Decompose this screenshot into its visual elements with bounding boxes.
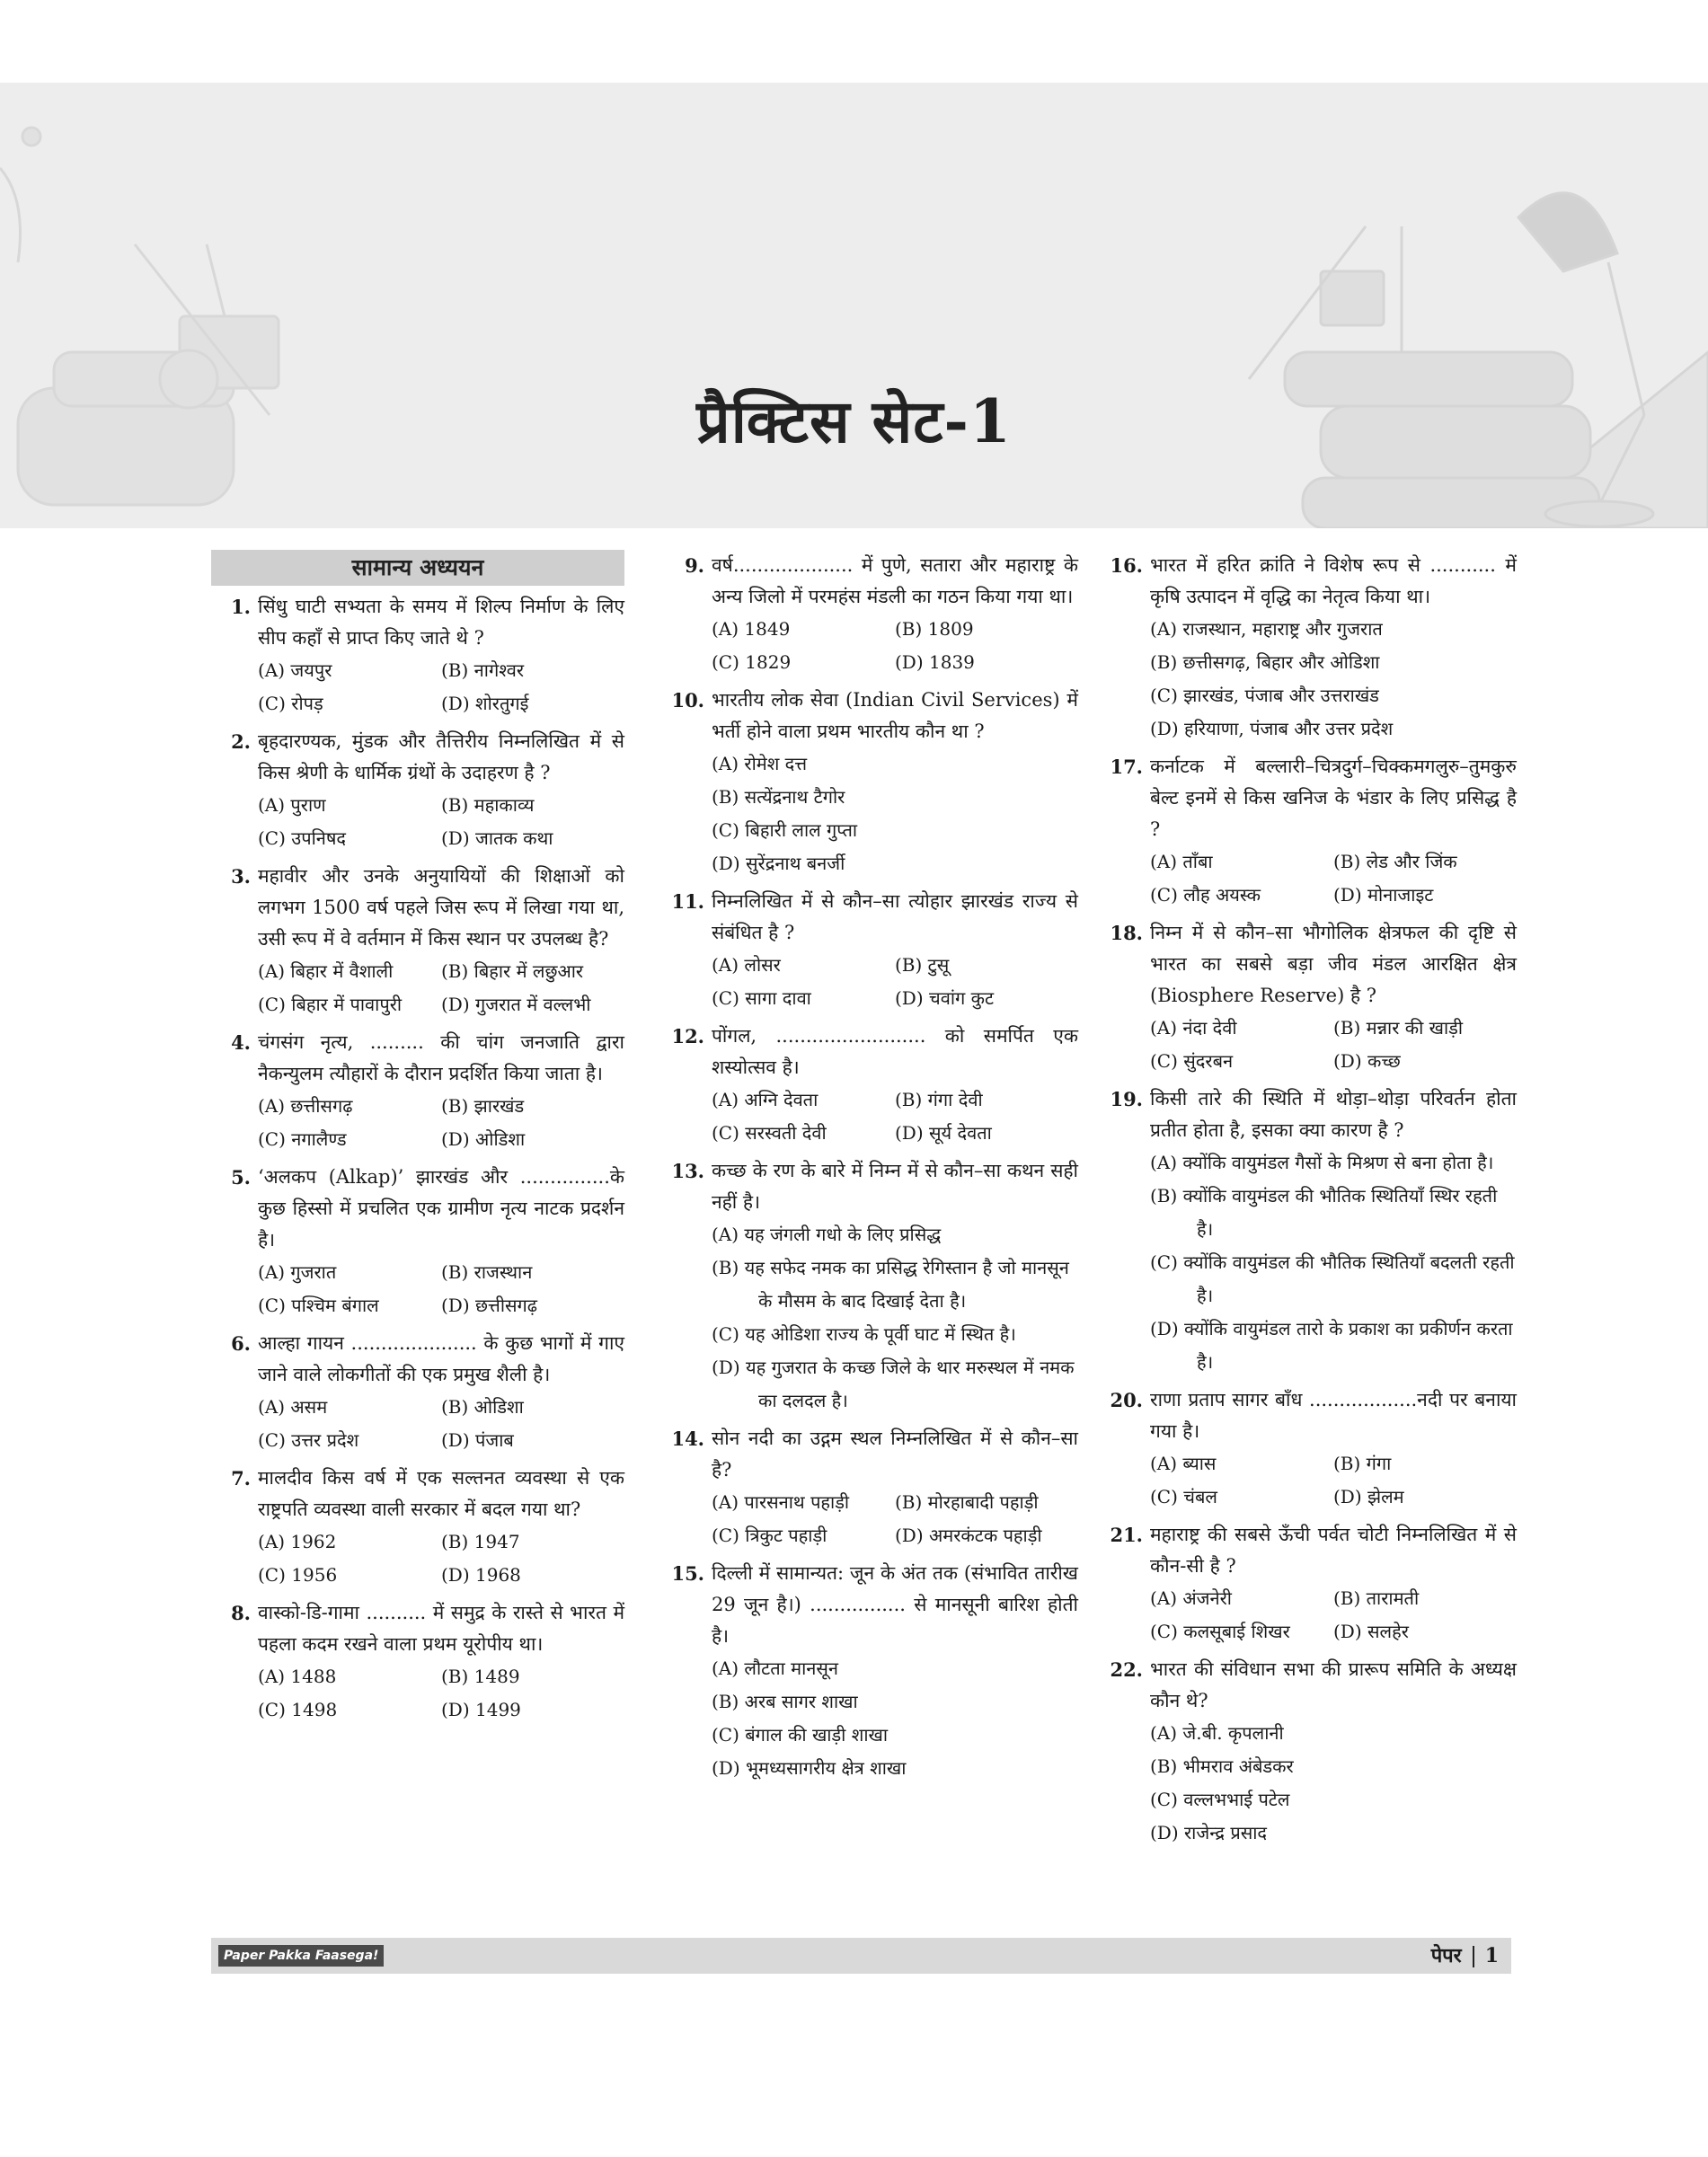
option-a: (A) क्योंकि वायुमंडल गैसों के मिश्रण से बना होता है। xyxy=(1150,1152,1494,1173)
question-text: आल्हा गायन ..................... के कुछ भागों में गाए जाने वाले लोकगीतों की एक प्रमुख शैली है। xyxy=(258,1332,624,1385)
question-text: कर्नाटक में बल्लारी–चित्रदुर्ग–चिक्कमगलुरु–तुमकुरु बेल्ट इनमें से किस खनिज के भंडार के लिए प्रसिद्ध है ? xyxy=(1150,756,1517,840)
option-b: (B) लेड और जिंक xyxy=(1333,851,1457,872)
question-1 xyxy=(211,591,624,720)
question-text: महावीर और उनके अनुयायियों की शिक्षाओं को लगभग 1500 वर्ष पहले जिस रूप में लिखा गया था, उसी रूप में वे वर्तमान में किस स्थान पर उपलब्ध है? xyxy=(258,865,624,950)
option-b: (B) तारामती xyxy=(1333,1587,1420,1609)
option-a: (A) छत्तीसगढ़ xyxy=(258,1095,353,1117)
header-banner xyxy=(0,83,1708,528)
column-1 xyxy=(211,550,624,1732)
question-5 xyxy=(211,1162,624,1322)
option-d: (D) झेलम xyxy=(1333,1486,1404,1507)
option-a: (A) नंदा देवी xyxy=(1150,1017,1237,1039)
option-b: (B) क्योंकि वायुमंडल की भौतिक स्थितियाँ स्थिर रहती है। xyxy=(1150,1185,1498,1240)
question-text: दिल्ली में सामान्यत: जून के अंत तक (संभावित तारीख 29 जून है।) ................ से मानसूनी बारिश होती है। xyxy=(712,1562,1078,1647)
option-d: (D) हरियाणा, पंजाब और उत्तर प्रदेश xyxy=(1150,718,1394,739)
option-list xyxy=(1150,845,1517,912)
option-c: (C) त्रिकुट पहाड़ी xyxy=(712,1525,827,1546)
option-a: (A) अंजनेरी xyxy=(1150,1587,1232,1609)
question-13 xyxy=(665,1155,1078,1418)
question-text: महाराष्ट्र की सबसे ऊँची पर्वत चोटी निम्नलिखित में से कौन-सी है ? xyxy=(1150,1524,1517,1577)
question-15 xyxy=(665,1558,1078,1785)
question-number: 21. xyxy=(1110,1524,1143,1546)
question-number: 18. xyxy=(1110,922,1143,944)
option-d: (D) अमरकंटक पहाड़ी xyxy=(895,1525,1042,1546)
option-list xyxy=(258,955,624,1021)
question-number: 1. xyxy=(231,596,251,618)
option-b: (B) नागेश्वर xyxy=(441,659,525,681)
option-a: (A) 1962 xyxy=(258,1531,337,1552)
option-b: (B) ओडिशा xyxy=(441,1396,524,1418)
section-header: सामान्य अध्ययन xyxy=(211,550,624,586)
option-d: (D) 1968 xyxy=(441,1564,521,1586)
question-number: 3. xyxy=(231,865,251,888)
question-7 xyxy=(211,1463,624,1592)
option-b: (B) सत्येंद्रनाथ टैगोर xyxy=(712,786,845,808)
question-11 xyxy=(665,886,1078,1015)
option-a: (A) जे.बी. कृपलानी xyxy=(1150,1722,1284,1744)
option-d: (D) गुजरात में वल्लभी xyxy=(441,994,591,1015)
footer-bar xyxy=(211,1938,1511,1974)
question-number: 19. xyxy=(1110,1088,1143,1110)
option-c: (C) वल्लभभाई पटेल xyxy=(1150,1789,1290,1810)
option-a: (A) 1488 xyxy=(258,1666,337,1687)
option-list xyxy=(712,613,1078,679)
option-c: (C) बिहारी लाल गुप्ता xyxy=(712,819,858,841)
option-b: (B) गंगा देवी xyxy=(895,1089,983,1110)
option-c: (C) 1956 xyxy=(258,1564,338,1586)
option-c: (C) लौह अयस्क xyxy=(1150,884,1261,906)
option-d: (D) सूर्य देवता xyxy=(895,1122,992,1144)
option-a: (A) यह जंगली गधो के लिए प्रसिद्ध xyxy=(712,1224,942,1245)
option-a: (A) जयपुर xyxy=(258,659,332,681)
option-a: (A) 1849 xyxy=(712,618,791,640)
option-d: (D) पंजाब xyxy=(441,1429,514,1451)
option-a: (A) बिहार में वैशाली xyxy=(258,960,394,982)
option-list xyxy=(712,1486,1078,1552)
option-b: (B) महाकाव्य xyxy=(441,794,535,816)
question-text: मालदीव किस वर्ष में एक सल्तनत व्यवस्था से एक राष्ट्रपति व्यवस्था वाली सरकार में बदल गया था? xyxy=(258,1467,624,1520)
question-18 xyxy=(1103,917,1517,1078)
option-c: (C) सरस्वती देवी xyxy=(712,1122,827,1144)
question-text: सिंधु घाटी सभ्यता के समय में शिल्प निर्माण के लिए सीप कहाँ से प्राप्त किए जाते थे ? xyxy=(258,596,624,649)
question-14 xyxy=(665,1423,1078,1552)
footer-page-info xyxy=(1431,1938,1499,1974)
option-list xyxy=(712,949,1078,1015)
option-a: (A) पुराण xyxy=(258,794,326,816)
question-text: सोन नदी का उद्गम स्थल निम्नलिखित में से कौन–सा है? xyxy=(712,1428,1078,1481)
question-text: राणा प्रताप सागर बाँध ..................नदी पर बनाया गया है। xyxy=(1150,1389,1517,1442)
question-number: 8. xyxy=(231,1602,251,1624)
question-text: कच्छ के रण के बारे में निम्न में से कौन–सा कथन सही नहीं है। xyxy=(712,1160,1078,1213)
question-17 xyxy=(1103,751,1517,912)
option-list xyxy=(258,654,624,720)
option-c: (C) 1829 xyxy=(712,651,792,673)
option-a: (A) असम xyxy=(258,1396,328,1418)
question-21 xyxy=(1103,1519,1517,1649)
option-b: (B) झारखंड xyxy=(441,1095,525,1117)
option-c: (C) क्योंकि वायुमंडल की भौतिक स्थितियाँ बदलती रहती है। xyxy=(1150,1251,1515,1306)
question-number: 12. xyxy=(671,1025,704,1048)
option-c: (C) पश्चिम बंगाल xyxy=(258,1295,379,1316)
option-a: (A) रोमेश दत्त xyxy=(712,753,808,774)
question-text: वर्ष.................... में पुणे, सतारा और महाराष्ट्र के अन्य जिलो में परमहंस मंडली का गठन किया गया था। xyxy=(712,554,1078,607)
question-text: ‘अलकप (Alkap)’ झारखंड और ...............के कुछ हिस्सो में प्रचलित एक ग्रामीण नृत्य नाटक प्रदर्शन है। xyxy=(258,1166,624,1251)
option-list xyxy=(258,1090,624,1156)
question-number: 7. xyxy=(231,1467,251,1490)
option-d: (D) भूमध्यसागरीय क्षेत्र शाखा xyxy=(712,1757,907,1779)
option-c: (C) सागा दावा xyxy=(712,987,811,1009)
question-number: 14. xyxy=(671,1428,704,1450)
option-d: (D) जातक कथा xyxy=(441,827,553,849)
option-c: (C) 1498 xyxy=(258,1699,338,1720)
option-b: (B) बिहार में लछुआर xyxy=(441,960,584,982)
option-list xyxy=(712,1083,1078,1150)
question-number: 22. xyxy=(1110,1658,1143,1681)
question-number: 11. xyxy=(671,890,704,913)
footer-brand-logo: Paper Pakka Faasega! xyxy=(218,1945,384,1967)
option-a: (A) पारसनाथ पहाड़ी xyxy=(712,1491,850,1513)
option-d: (D) क्योंकि वायुमंडल तारो के प्रकाश का प्रकीर्णन करता है। xyxy=(1150,1318,1513,1373)
option-list xyxy=(258,1525,624,1592)
option-b: (B) 1489 xyxy=(441,1666,520,1687)
option-list xyxy=(712,1652,1078,1785)
question-20 xyxy=(1103,1384,1517,1514)
option-b: (B) यह सफेद नमक का प्रसिद्ध रेगिस्तान है जो मानसून के मौसम के बाद दिखाई देता है। xyxy=(712,1257,1069,1312)
option-d: (D) सुरेंद्रनाथ बनर्जी xyxy=(712,853,845,874)
option-d: (D) मोनाजाइट xyxy=(1333,884,1434,906)
option-list xyxy=(1150,1447,1517,1514)
page-number: 1 xyxy=(1484,1944,1499,1967)
option-c: (C) झारखंड, पंजाब और उत्तराखंड xyxy=(1150,685,1379,706)
question-number: 16. xyxy=(1110,554,1143,577)
option-c: (C) उत्तर प्रदेश xyxy=(258,1429,359,1451)
option-d: (D) छत्तीसगढ़ xyxy=(441,1295,538,1316)
option-a: (A) अग्नि देवता xyxy=(712,1089,819,1110)
option-b: (B) मन्नार की खाड़ी xyxy=(1333,1017,1464,1039)
option-a: (A) लोसर xyxy=(712,954,781,976)
question-10 xyxy=(665,685,1078,880)
option-list xyxy=(258,1391,624,1457)
option-d: (D) शोरतुगई xyxy=(441,693,529,714)
option-b: (B) छत्तीसगढ़, बिहार और ओडिशा xyxy=(1150,651,1380,673)
option-c: (C) चंबल xyxy=(1150,1486,1217,1507)
option-list xyxy=(258,1256,624,1322)
question-16 xyxy=(1103,550,1517,746)
option-d: (D) कच्छ xyxy=(1333,1050,1401,1072)
option-d: (D) 1839 xyxy=(895,651,975,673)
option-b: (B) राजस्थान xyxy=(441,1261,533,1283)
question-number: 6. xyxy=(231,1332,251,1355)
option-list xyxy=(1150,1012,1517,1078)
question-9 xyxy=(665,550,1078,679)
option-d: (D) चवांग कुट xyxy=(895,987,995,1009)
option-c: (C) रोपड़ xyxy=(258,693,323,714)
column-3 xyxy=(1103,550,1517,1855)
page-title: प्रैक्टिस सेट-1 xyxy=(696,386,1012,456)
footer-separator xyxy=(1473,1946,1474,1967)
question-number: 13. xyxy=(671,1160,704,1182)
question-number: 20. xyxy=(1110,1389,1143,1411)
footer-label: पेपर xyxy=(1430,1944,1462,1967)
question-text: निम्न में से कौन–सा भौगोलिक क्षेत्रफल की दृष्टि से भारत का सबसे बड़ा जीव मंडल आरक्षित क्षेत्र (Biosphere Reserve) है ? xyxy=(1150,922,1517,1006)
question-text: पोंगल, ......................... को समर्पित एक शस्योत्सव है। xyxy=(712,1025,1078,1078)
option-c: (C) बंगाल की खाड़ी शाखा xyxy=(712,1724,889,1746)
option-d: (D) यह गुजरात के कच्छ जिले के थार मरुस्थल में नमक का दलदल है। xyxy=(712,1357,1075,1411)
option-list xyxy=(712,747,1078,880)
option-b: (B) अरब सागर शाखा xyxy=(712,1691,858,1712)
option-b: (B) मोरहाबादी पहाड़ी xyxy=(895,1491,1039,1513)
option-a: (A) गुजरात xyxy=(258,1261,337,1283)
option-list xyxy=(1150,613,1517,746)
question-text: चंगसंग नृत्य, ......... की चांग जनजाति द्वारा नैकन्युलम त्यौहारों के दौरान प्रदर्शित किया जाता है। xyxy=(258,1031,624,1084)
option-list xyxy=(1150,1717,1517,1850)
question-text: भारत में हरित क्रांति ने विशेष रूप से ........... में कृषि उत्पादन में वृद्धि का नेतृत्व किया था। xyxy=(1150,554,1517,607)
option-c: (C) नगालैण्ड xyxy=(258,1128,347,1150)
option-a: (A) ब्यास xyxy=(1150,1453,1217,1474)
question-number: 10. xyxy=(671,689,704,712)
option-list xyxy=(258,789,624,855)
option-b: (B) टुसू xyxy=(895,954,950,976)
option-c: (C) बिहार में पावापुरी xyxy=(258,994,403,1015)
option-a: (A) ताँबा xyxy=(1150,851,1213,872)
option-a: (A) लौटता मानसून xyxy=(712,1658,839,1679)
question-number: 5. xyxy=(231,1166,251,1189)
column-2 xyxy=(665,550,1078,1790)
banner-illustration xyxy=(0,83,1708,528)
question-number: 2. xyxy=(231,730,251,753)
question-6 xyxy=(211,1328,624,1457)
question-text: वास्को-डि-गामा .......... में समुद्र के रास्ते से भारत में पहला कदम रखने वाला प्रथम यूरोपीय था। xyxy=(258,1602,624,1655)
question-2 xyxy=(211,726,624,855)
option-c: (C) सुंदरबन xyxy=(1150,1050,1234,1072)
option-b: (B) गंगा xyxy=(1333,1453,1392,1474)
option-b: (B) भीमराव अंबेडकर xyxy=(1150,1755,1294,1777)
question-number: 17. xyxy=(1110,756,1143,778)
option-list xyxy=(712,1218,1078,1418)
option-d: (D) ओडिशा xyxy=(441,1128,526,1150)
question-number: 15. xyxy=(671,1562,704,1585)
question-text: निम्नलिखित में से कौन–सा त्योहार झारखंड राज्य से संबंधित है ? xyxy=(712,890,1078,943)
option-c: (C) उपनिषद xyxy=(258,827,347,849)
question-text: किसी तारे की स्थिति में थोड़ा–थोड़ा परिवर्तन होता प्रतीत होता है, इसका क्या कारण है ? xyxy=(1150,1088,1517,1141)
option-list xyxy=(1150,1146,1517,1379)
option-c: (C) यह ओडिशा राज्य के पूर्वी घाट में स्थित है। xyxy=(712,1323,1016,1345)
option-c: (C) कलसूबाई शिखर xyxy=(1150,1621,1290,1642)
option-a: (A) राजस्थान, महाराष्ट्र और गुजरात xyxy=(1150,618,1383,640)
question-text: बृहदारण्यक, मुंडक और तैत्तिरीय निम्नलिखित में से किस श्रेणी के धार्मिक ग्रंथों के उदाहरण है ? xyxy=(258,730,624,783)
question-text: भारत की संविधान सभा की प्रारूप समिति के अध्यक्ष कौन थे? xyxy=(1150,1658,1517,1711)
question-8 xyxy=(211,1597,624,1727)
question-19 xyxy=(1103,1083,1517,1379)
option-d: (D) सलहेर xyxy=(1333,1621,1409,1642)
question-number: 9. xyxy=(685,554,704,577)
question-text: भारतीय लोक सेवा (Indian Civil Services) में भर्ती होने वाला प्रथम भारतीय कौन था ? xyxy=(712,689,1078,742)
option-b: (B) 1947 xyxy=(441,1531,520,1552)
option-d: (D) 1499 xyxy=(441,1699,521,1720)
question-12 xyxy=(665,1021,1078,1150)
option-list xyxy=(258,1660,624,1727)
question-22 xyxy=(1103,1654,1517,1850)
option-list xyxy=(1150,1582,1517,1649)
question-4 xyxy=(211,1027,624,1156)
option-b: (B) 1809 xyxy=(895,618,974,640)
question-3 xyxy=(211,861,624,1021)
option-d: (D) राजेन्द्र प्रसाद xyxy=(1150,1822,1268,1843)
question-number: 4. xyxy=(231,1031,251,1054)
